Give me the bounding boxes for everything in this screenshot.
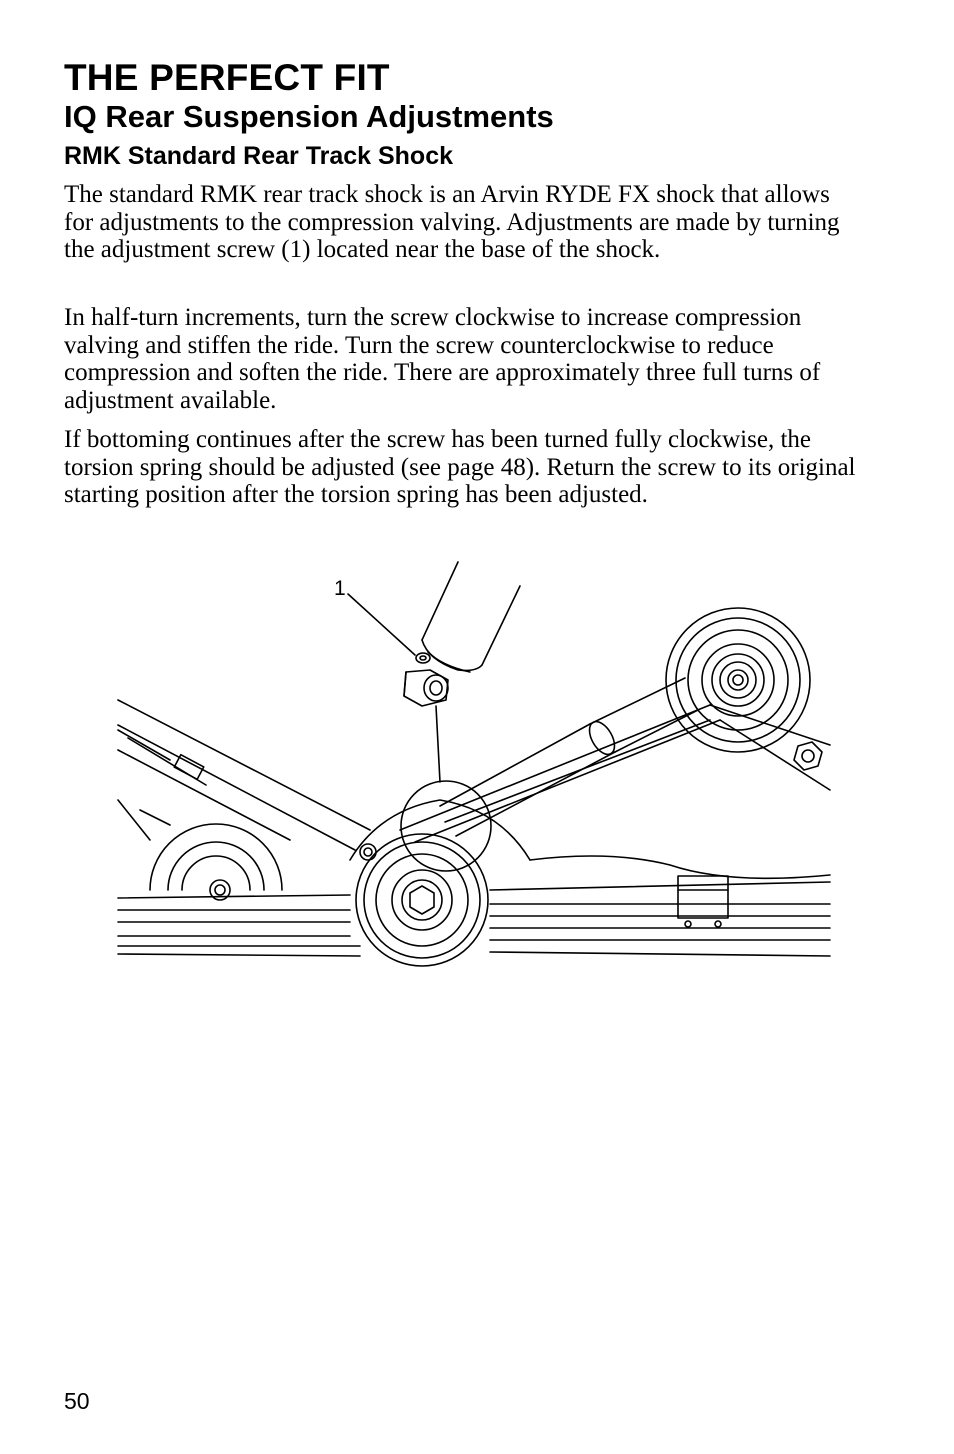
paragraph-adjustment-instructions: In half-turn increments, turn the screw clockwise to increase compression valving and stiffen the ride. Turn the screw counterclockwise to reduce compression and soften the ride. There are approximately three full turns of adjustment available.: [64, 304, 821, 414]
callout-leader-line: [348, 594, 415, 655]
section-heading: IQ Rear Suspension Adjustments: [64, 99, 554, 134]
upper-shock-body: [416, 562, 520, 672]
rail-bracket: [678, 876, 728, 927]
paragraph-bottoming-note: If bottoming continues after the screw has been turned fully clockwise, the torsion spring should be adjusted (see page 48). Return the screw to its original starting position after the torsion spring has been adjusted.: [64, 426, 856, 508]
center-idler-wheel: [356, 834, 488, 966]
callout-number: 1: [334, 577, 346, 600]
detail-leader-line: [436, 706, 440, 782]
detail-circle: [401, 781, 491, 871]
upper-idler-wheel: [666, 608, 810, 752]
left-linkage: [118, 730, 206, 840]
right-mount-bolt: [794, 742, 822, 770]
subsection-heading: RMK Standard Rear Track Shock: [64, 142, 454, 170]
page-number: 50: [64, 1388, 90, 1414]
suspension-arm: [118, 700, 830, 850]
page-title: THE PERFECT FIT: [64, 57, 390, 98]
suspension-illustration: [110, 560, 840, 980]
left-idler-wheel: [150, 824, 282, 900]
slide-rail: [118, 800, 830, 956]
shock-eyelet: [404, 670, 448, 706]
paragraph-shock-description: The standard RMK rear track shock is an Arvin RYDE FX shock that allows for adjustments to the compression valving. Adjustments are made by turning the adjustment screw (1) located near the base of the shock.: [64, 181, 840, 263]
